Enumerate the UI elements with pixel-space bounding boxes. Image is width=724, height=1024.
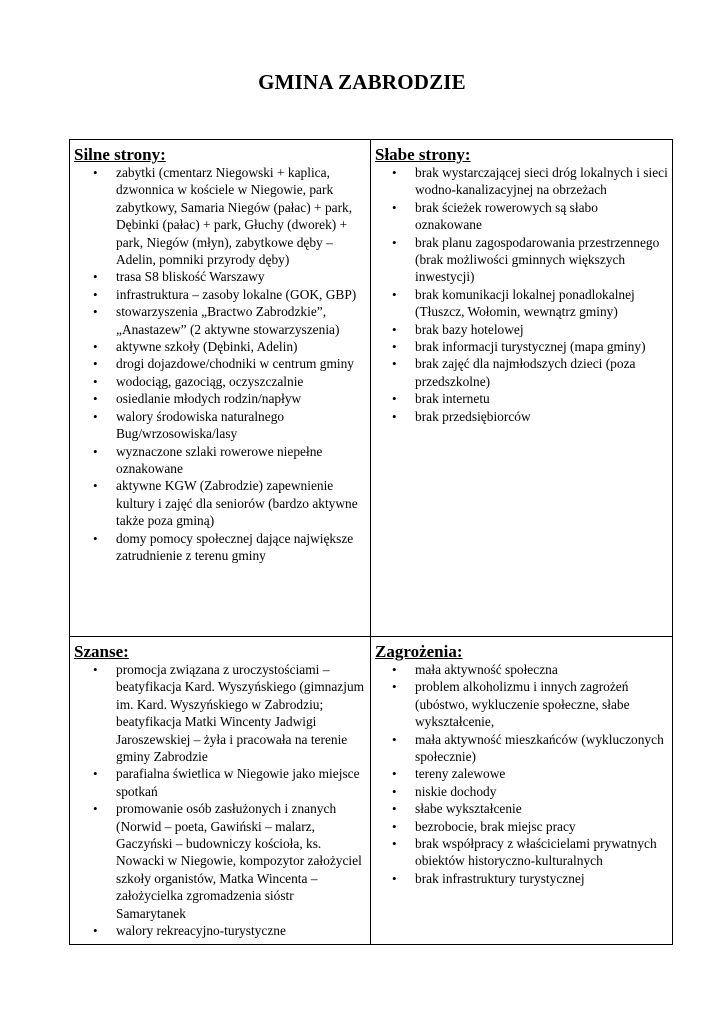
list-item: • brak internetu	[415, 390, 668, 407]
list-item: • mała aktywność mieszkańców (wykluczonych społecznie)	[415, 731, 668, 766]
list-item: • aktywne KGW (Zabrodzie) zapewnienie kultury i zajęć dla seniorów (bardzo aktywne także poza gminą)	[116, 477, 366, 529]
swot-table	[69, 139, 673, 945]
weaknesses-cell	[371, 140, 673, 637]
list-item: • brak przedsiębiorców	[415, 408, 668, 425]
opportunities-list	[74, 661, 366, 940]
list-item: • mała aktywność społeczna	[415, 661, 668, 678]
list-item: • drogi dojazdowe/chodniki w centrum gminy	[116, 355, 366, 372]
list-item: • brak bazy hotelowej	[415, 321, 668, 338]
list-item: • brak współpracy z właścicielami prywatnych obiektów historyczno-kulturalnych	[415, 835, 668, 870]
list-item: • stowarzyszenia „Bractwo Zabrodzkie”, „Anastazew” (2 aktywne stowarzyszenia)	[116, 303, 366, 338]
list-item: • wodociąg, gazociąg, oczyszczalnie	[116, 373, 366, 390]
list-item: • niskie dochody	[415, 783, 668, 800]
list-item: • tereny zalewowe	[415, 765, 668, 782]
list-item: • aktywne szkoły (Dębinki, Adelin)	[116, 338, 366, 355]
threats-list	[375, 661, 668, 887]
list-item: • trasa S8 bliskość Warszawy	[116, 268, 366, 285]
list-item: • walory rekreacyjno-turystyczne	[116, 922, 366, 939]
threats-heading: Zagrożenia:	[375, 642, 463, 661]
list-item: • wyznaczone szlaki rowerowe niepełne oznakowane	[116, 443, 366, 478]
threats-cell	[371, 637, 673, 945]
list-item: • promocja związana z uroczystościami – beatyfikacja Kard. Wyszyńskiego (gimnazjum im. Kard. Wyszyńskiego w Zabrodziu; beatyfikacja Matki Wincenty Jadwigi Jaroszewskiej – żyła i pracowała na terenie gminy Zabrodzie	[116, 661, 366, 765]
list-item: • infrastruktura – zasoby lokalne (GOK, GBP)	[116, 286, 366, 303]
opportunities-heading: Szanse:	[74, 642, 129, 661]
list-item: • brak wystarczającej sieci dróg lokalnych i sieci wodno-kanalizacyjnej na obrzeżach	[415, 164, 668, 199]
list-item: • problem alkoholizmu i innych zagrożeń (ubóstwo, wykluczenie społeczne, słabe wykształcenie,	[415, 678, 668, 730]
list-item: • parafialna świetlica w Niegowie jako miejsce spotkań	[116, 765, 366, 800]
list-item: • brak planu zagospodarowania przestrzennego (brak możliwości gminnych większych inwestycji)	[415, 234, 668, 286]
swot-row-top	[70, 140, 673, 637]
list-item: • bezrobocie, brak miejsc pracy	[415, 818, 668, 835]
page-title: GMINA ZABRODZIE	[258, 70, 466, 94]
list-item: • słabe wykształcenie	[415, 800, 668, 817]
strengths-heading: Silne strony:	[74, 145, 166, 164]
strengths-cell	[70, 140, 371, 637]
weaknesses-heading: Słabe strony:	[375, 145, 471, 164]
list-item: • brak infrastruktury turystycznej	[415, 870, 668, 887]
swot-row-bottom	[70, 637, 673, 945]
weaknesses-list	[375, 164, 668, 425]
list-item: • brak zajęć dla najmłodszych dzieci (poza przedszkolne)	[415, 355, 668, 390]
list-item: • osiedlanie młodych rodzin/napływ	[116, 390, 366, 407]
list-item: • brak ścieżek rowerowych są słabo oznakowane	[415, 199, 668, 234]
list-item: • brak informacji turystycznej (mapa gminy)	[415, 338, 668, 355]
list-item: • domy pomocy społecznej dające największe zatrudnienie z terenu gminy	[116, 530, 366, 565]
list-item: • brak komunikacji lokalnej ponadlokalnej (Tłuszcz, Wołomin, wewnątrz gminy)	[415, 286, 668, 321]
list-item: • promowanie osób zasłużonych i znanych (Norwid – poeta, Gawiński – malarz, Gaczyński – budowniczy kościoła, ks. Nowacki w Niegowie, kompozytor założyciel szkoły organistów, Matka Wincenta – założycielka zgromadzenia sióstr Samarytanek	[116, 800, 366, 922]
opportunities-cell	[70, 637, 371, 945]
strengths-list	[74, 164, 366, 564]
list-item: • walory środowiska naturalnego Bug/wrzosowiska/lasy	[116, 408, 366, 443]
list-item: • zabytki (cmentarz Niegowski + kaplica, dzwonnica w kościele w Niegowie, park zabytkowy, Samaria Niegów (pałac) + park, Dębinki (pałac) + park, Głuchy (dworek) + park, Niegów (młyn), zabytkowe dęby – Adelin, pomniki przyrody dęby)	[116, 164, 366, 268]
